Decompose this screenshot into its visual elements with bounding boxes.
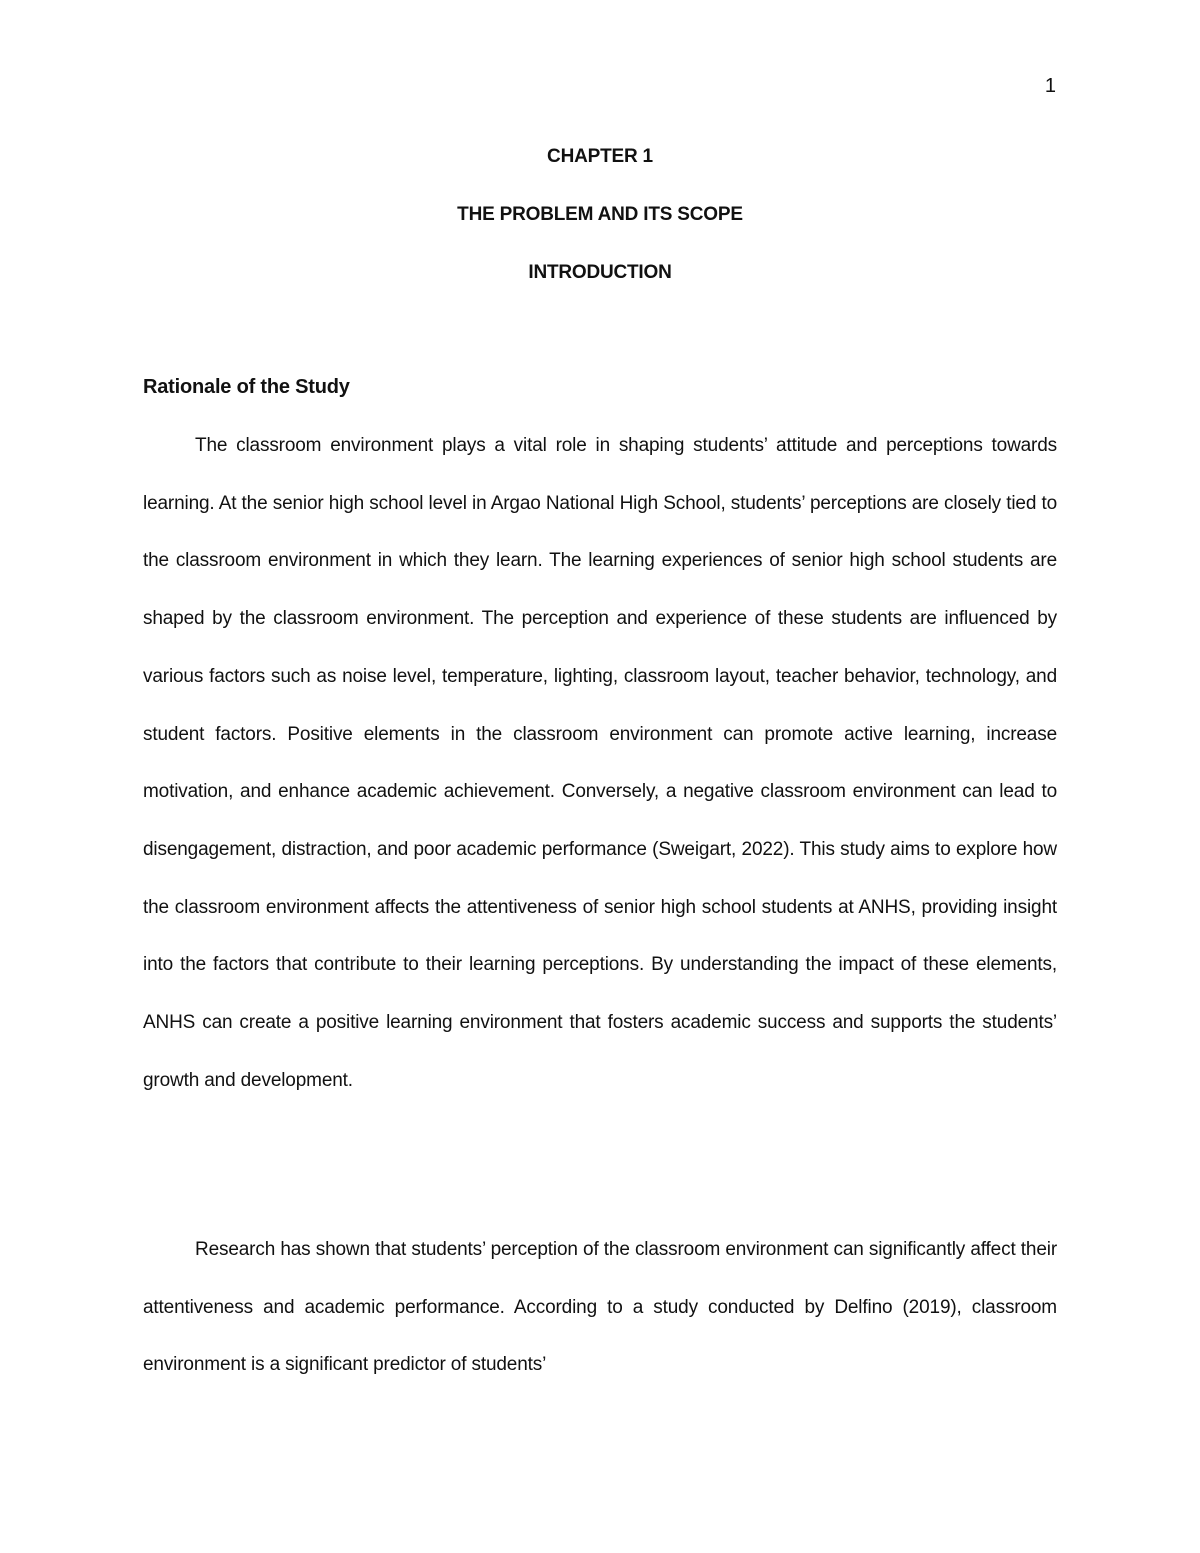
body-paragraph-block-1 [143,417,1057,1109]
page-number: 1 [1044,75,1056,97]
paragraph-rationale-1: The classroom environment plays a vital role in shaping students’ attitude and perceptions towards learning. At the senior high school level in Argao National High School, students’ perceptions are closely tied to the classroom environment in which they learn. The learning experiences of senior high school students are shaped by the classroom environment. The perception and experience of these students are influenced by various factors such as noise level, temperature, lighting, classroom layout, teacher behavior, technology, and student factors. Positive elements in the classroom environment can promote active learning, increase motivation, and enhance academic achievement. Conversely, a negative classroom environment can lead to disengagement, distraction, and poor academic performance (Sweigart, 2022). This study aims to explore how the classroom environment affects the attentiveness of senior high school students at ANHS, providing insight into the factors that contribute to their learning perceptions. By understanding the impact of these elements, ANHS can create a positive learning environment that fosters academic success and supports the students’ growth and development. [143,435,1057,1091]
chapter-heading: CHAPTER 1 [547,146,653,167]
body-paragraph-block-2 [143,1221,1057,1394]
introduction-heading: INTRODUCTION [528,262,672,283]
chapter-title: THE PROBLEM AND ITS SCOPE [457,204,743,225]
paragraph-rationale-2: Research has shown that students’ perception of the classroom environment can significantly affect their attentiveness and academic performance. According to a study conducted by Delfino (2019), classroom environment is a significant predictor of students’ [143,1239,1057,1376]
section-heading-rationale: Rationale of the Study [143,376,350,398]
